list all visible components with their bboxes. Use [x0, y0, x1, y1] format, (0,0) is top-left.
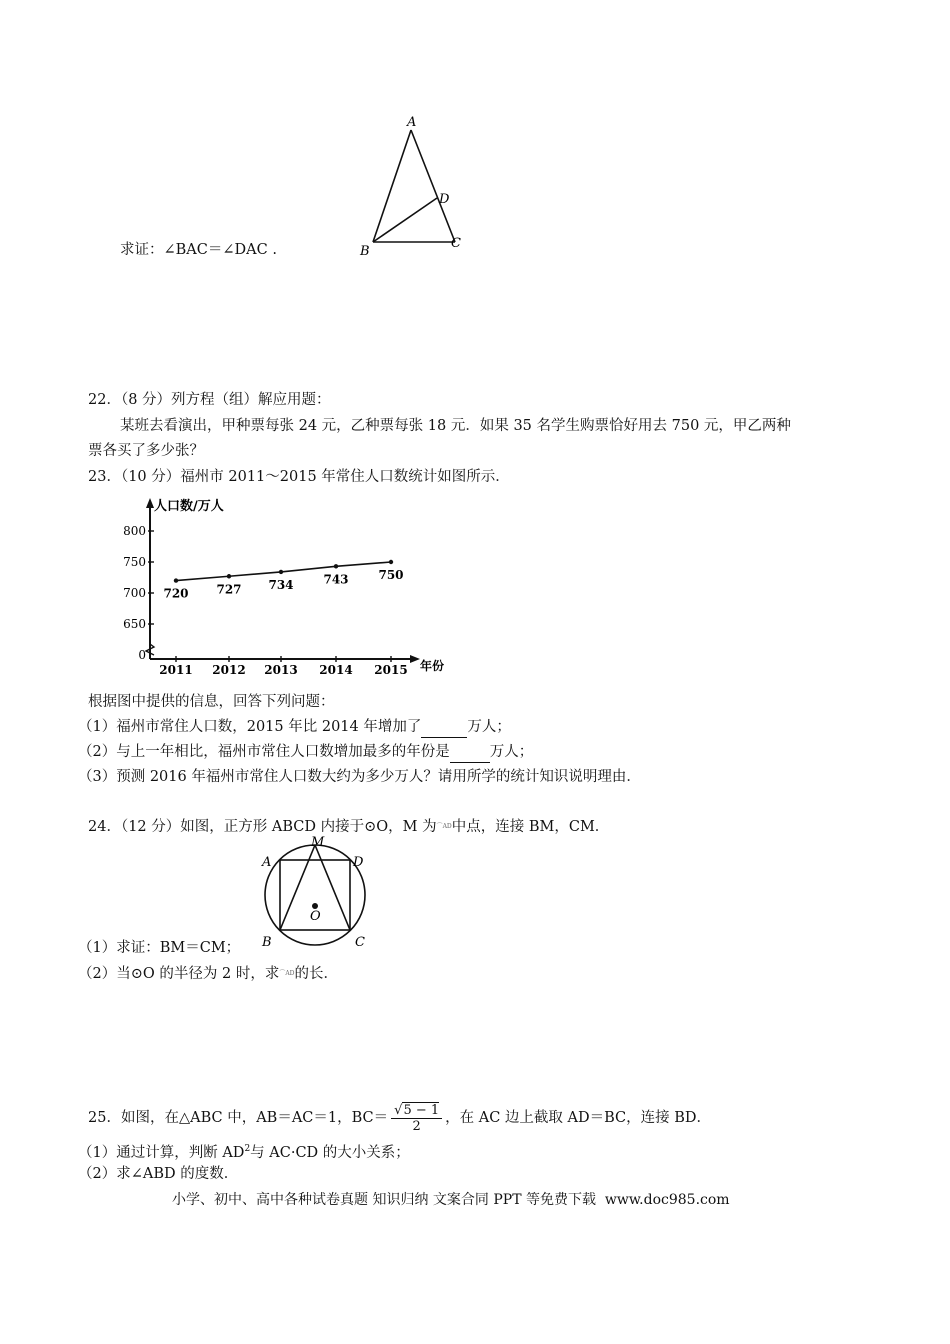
page-footer	[172, 1190, 730, 1210]
fraction-denominator: 2	[412, 1118, 421, 1134]
label-d: D	[353, 855, 364, 870]
sqrt-sign: √	[394, 1102, 403, 1118]
q23-item1-post: 万人；	[467, 719, 511, 735]
q25-title-post: ，在 AC 边上截取 AD＝BC，连接 BD．	[445, 1110, 712, 1126]
x-tick-label: 2014	[319, 663, 353, 677]
population-line-chart	[112, 494, 462, 680]
fraction-numerator: 5 − 1	[403, 1102, 440, 1118]
q21-triangle-figure	[355, 110, 470, 265]
q22-title: 22．（8 分）列方程（组）解应用题：	[88, 392, 331, 408]
q25-item1-pre: （1）通过计算，判断 AD	[78, 1144, 245, 1161]
y-tick-label: 0	[138, 648, 146, 662]
data-point	[279, 570, 283, 574]
q24-circle-square-figure	[258, 836, 373, 954]
q21-prove-text: 求证：∠BAC＝∠DAC .	[120, 242, 277, 258]
label-b: B	[360, 244, 370, 259]
data-label: 720	[163, 586, 189, 601]
fraction-bc	[391, 1103, 442, 1134]
data-point	[227, 574, 231, 578]
footer-text: 小学、初中、高中各种试卷真题 知识归纳 文案合同 PPT 等免费下载	[172, 1192, 596, 1208]
q23-item3: （3）预测 2016 年福州市常住人口数大约为多少万人？请用所学的统计知识说明理由．	[78, 769, 641, 785]
q24-item1: （1）求证：BM＝CM；	[78, 940, 241, 956]
y-tick-label: 800	[123, 524, 146, 538]
x-tick-label: 2013	[264, 663, 298, 677]
label-b: B	[262, 935, 272, 950]
data-point	[174, 578, 178, 582]
data-labels	[163, 568, 403, 601]
x-tick-label: 2012	[212, 663, 246, 677]
q23-item2-pre: （2）与上一年相比，福州市常住人口数增加最多的年份是	[78, 744, 450, 760]
q23-item1	[78, 717, 511, 738]
x-axis-arrow	[410, 655, 420, 663]
label-a: A	[262, 855, 272, 870]
data-point	[389, 560, 393, 564]
q24-title-pre: 24．（12 分）如图，正方形 ABCD 内接于⊙O，M 为	[88, 819, 437, 835]
y-axis-label: 人口数/万人	[154, 499, 224, 514]
segment-ac	[411, 130, 455, 242]
y-axis-arrow	[146, 498, 154, 508]
data-label: 750	[378, 568, 404, 582]
y-tick-label: 750	[123, 555, 146, 569]
q24-title-post: 中点，连接 BM，CM．	[451, 819, 610, 835]
q25-title	[88, 1096, 711, 1140]
q23-item1-pre: （1）福州市常住人口数，2015 年比 2014 年增加了	[78, 719, 422, 735]
q24-item2-post: 的长．	[294, 966, 338, 982]
q24-title	[88, 817, 609, 837]
q23-intro: 根据图中提供的信息，回答下列问题：	[88, 694, 335, 710]
q23-title: 23．（10 分）福州市 2011～2015 年常住人口数统计如图所示．	[88, 469, 510, 485]
label-c: C	[355, 935, 365, 950]
data-label: 727	[216, 582, 242, 597]
data-label: 734	[268, 577, 294, 592]
q25-item1-sup: 2	[244, 1144, 251, 1154]
q25-item1-post: 与 AC·CD 的大小关系；	[250, 1144, 410, 1161]
data-point	[334, 564, 338, 568]
answer-blank-2[interactable]	[450, 742, 490, 763]
x-tick-label: 2011	[159, 663, 193, 677]
label-o: O	[310, 909, 321, 924]
x-axis-label: 年份	[420, 659, 445, 673]
q22-line1: 某班去看演出，甲种票每张 24 元，乙种票每张 18 元．如果 35 名学生购票恰好用去 750 元，甲乙两种	[120, 418, 791, 434]
q23-item2-post: 万人；	[489, 744, 534, 760]
y-tick-label: 700	[123, 586, 146, 600]
data-label: 743	[323, 572, 349, 587]
q24-item2-pre: （2）当⊙O 的半径为 2 时，求	[78, 966, 280, 982]
q25-item2: （2）求∠ABD 的度数．	[78, 1166, 239, 1182]
segment-bd	[373, 198, 437, 242]
q25-item1	[78, 1139, 410, 1163]
label-d: D	[439, 192, 450, 207]
x-tick-label: 2015	[374, 663, 408, 677]
q22-line2: 票各买了多少张？	[88, 443, 204, 459]
label-a: A	[407, 115, 417, 130]
q23-item2	[78, 742, 533, 763]
arc-glyph-2: ⌒AD	[279, 970, 295, 977]
label-c: C	[451, 236, 461, 251]
label-m: M	[311, 836, 325, 850]
footer-url[interactable]: www.doc985.com	[604, 1192, 730, 1208]
arc-ad-glyph: ⌒AD	[436, 823, 452, 830]
segment-ab	[373, 130, 411, 242]
q24-item2	[78, 964, 338, 984]
y-tick-label: 650	[123, 617, 146, 631]
answer-blank-1[interactable]	[421, 717, 467, 738]
q25-title-pre: 25．如图，在△ABC 中，AB＝AC＝1，BC＝	[88, 1110, 389, 1126]
